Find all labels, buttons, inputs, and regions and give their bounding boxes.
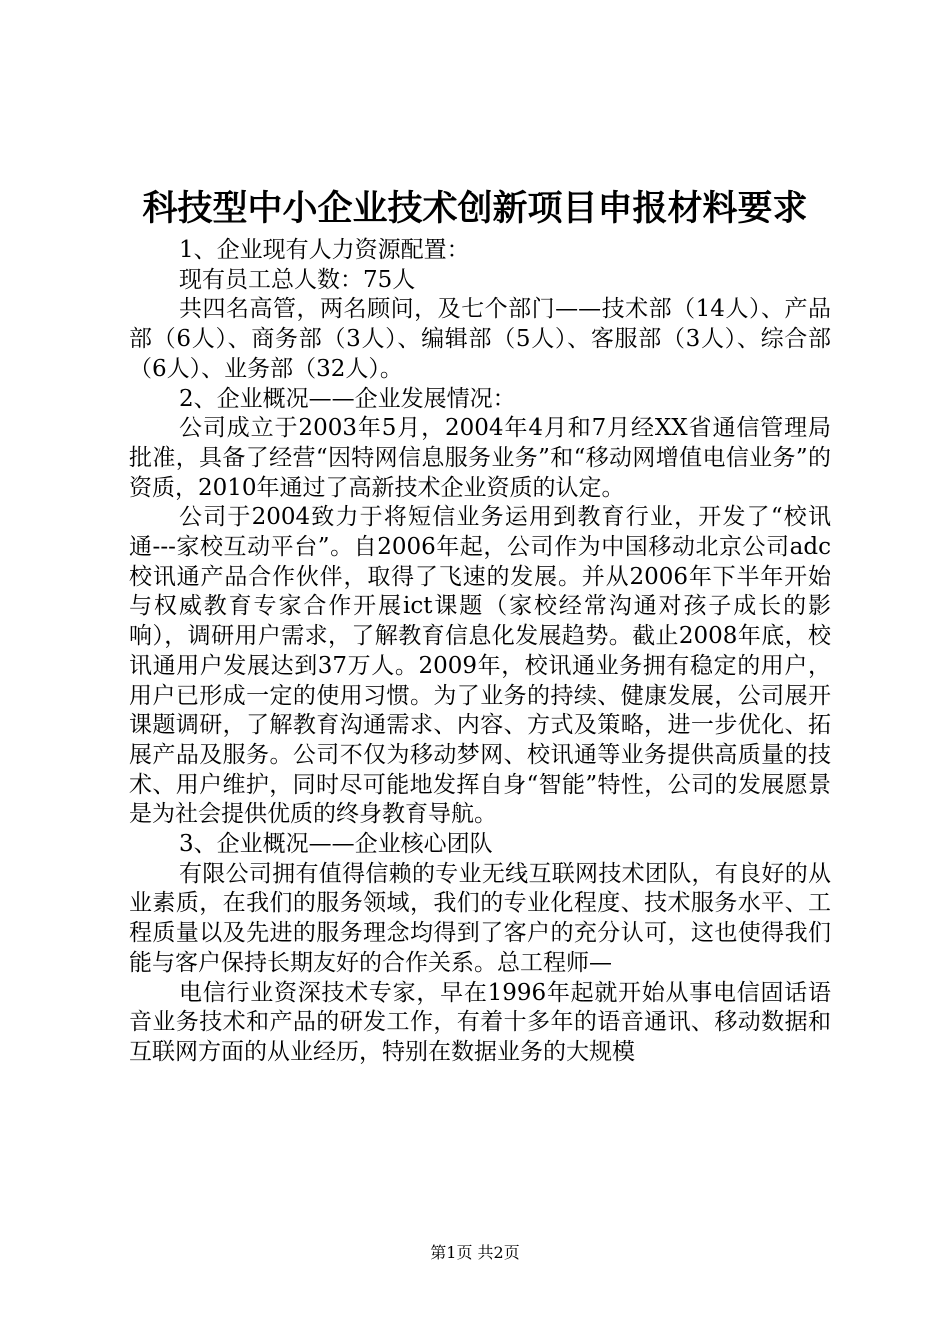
paragraph-founding: 公司成立于2003年5月，2004年4月和7月经XX省通信管理局批准，具备了经营“因特网信息服务业务”和“移动网增值电信业务”的资质，2010年通过了高新技术企业资质的认定。: [129, 415, 831, 501]
document-body: [129, 236, 831, 1068]
paragraph-staff-count: 现有员工总人数：75人: [179, 266, 416, 293]
paragraph-chief-engineer: 电信行业资深技术专家，早在1996年起就开始从事电信固话语音业务技术和产品的研发工作，有着十多年的语音通讯、移动数据和互联网方面的从业经历，特别在数据业务的大规模: [129, 979, 831, 1065]
section-heading-core-team: 3、企业概况——企业核心团队: [179, 831, 493, 858]
section-heading-hr: 1、企业现有人力资源配置：: [179, 237, 470, 263]
paragraph-business-history: 公司于2004致力于将短信业务运用到教育行业，开发了“校讯通---家校互动平台”。自2006年起，公司作为中国移动北京公司adc校讯通产品合作伙伴，取得了飞速的发展。并从2006年下半年开始与权威教育专家合作开展ict课题（家校经常沟通对孩子成长的影响），调研用户需求，了解教育信息化发展趋势。截止2008年底，校讯通用户发展达到37万人。2009年，校讯通业务拥有稳定的用户，用户已形成一定的使用习惯。为了业务的持续、健康发展，公司展开课题调研，了解教育沟通需求、内容、方式及策略，进一步优化、拓展产品及服务。公司不仅为移动梦网、校讯通等业务提供高质量的技术、用户维护，同时尽可能地发挥自身“智能”特性，公司的发展愿景是为社会提供优质的终身教育导航。: [129, 504, 831, 828]
paragraph-departments: 共四名高管，两名顾问，及七个部门——技术部（14人）、产品部（6人）、商务部（3人）、编辑部（5人）、客服部（3人）、综合部（6人）、业务部（32人）。: [129, 296, 831, 382]
section-heading-development: 2、企业概况——企业发展情况：: [179, 385, 516, 412]
page-footer: 第1页 共2页: [430, 1243, 520, 1262]
paragraph-team-intro: 有限公司拥有值得信赖的专业无线互联网技术团队，有良好的从业素质，在我们的服务领域，我们的专业化程度、技术服务水平、工程质量以及先进的服务理念均得到了客户的充分认可，这也使得我们能与客户保持长期友好的合作关系。总工程师—: [129, 860, 831, 976]
document-title: 科技型中小企业技术创新项目申报材料要求: [142, 188, 808, 229]
